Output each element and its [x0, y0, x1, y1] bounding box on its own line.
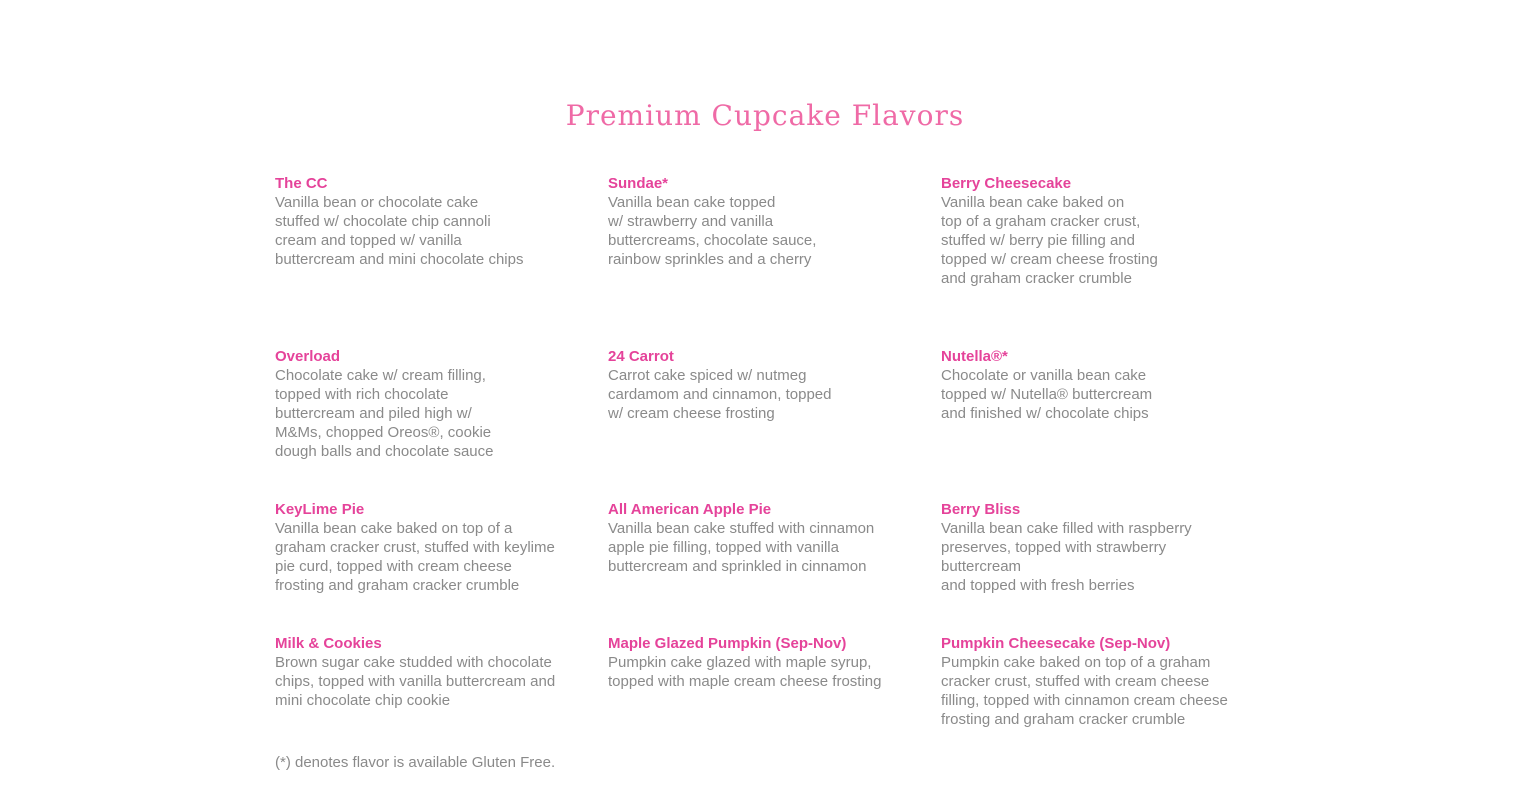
flavor-name: Berry Bliss [941, 501, 1021, 518]
flavor-description-line: stuffed w/ berry pie filling and [941, 232, 1135, 249]
flavor-name: KeyLime Pie [275, 501, 365, 518]
flavor-description-line: Vanilla bean cake baked on top of a [275, 520, 513, 537]
flavor-description-line: Carrot cake spiced w/ nutmeg [608, 367, 807, 384]
flavor-description-line: Pumpkin cake glazed with maple syrup, [608, 654, 872, 671]
flavor-description-line: stuffed w/ chocolate chip cannoli [275, 213, 491, 230]
flavor-description-line: Chocolate cake w/ cream filling, [275, 367, 486, 384]
flavor-description-line: and topped with fresh berries [941, 577, 1135, 594]
flavor-description-line: dough balls and chocolate sauce [275, 443, 494, 460]
flavor-description-line: pie curd, topped with cream cheese [275, 558, 512, 575]
flavor-description-line: cardamom and cinnamon, topped [608, 386, 832, 403]
flavor-name: Overload [275, 348, 341, 365]
flavor-description-line: Pumpkin cake baked on top of a graham [941, 654, 1211, 671]
gluten-free-footnote: (*) denotes flavor is available Gluten Free. [275, 754, 556, 771]
flavor-description-line: top of a graham cracker crust, [941, 213, 1141, 230]
flavor-name: Sundae* [608, 175, 669, 192]
flavor-name: Berry Cheesecake [941, 175, 1072, 192]
flavor-maple-glazed-pumpkin [608, 634, 928, 691]
flavor-description-line: frosting and graham cracker crumble [275, 577, 520, 594]
flavor-description-line: frosting and graham cracker crumble [941, 711, 1186, 728]
flavor-description-line: topped w/ Nutella® buttercream [941, 386, 1153, 403]
flavor-name: All American Apple Pie [608, 501, 772, 518]
flavor-description-line: w/ strawberry and vanilla [608, 213, 774, 230]
flavor-milk-and-cookies [275, 634, 595, 710]
flavor-description-line: chips, topped with vanilla buttercream and [275, 673, 556, 690]
flavor-berry-bliss [941, 500, 1261, 595]
flavor-description-line: Vanilla bean or chocolate cake [275, 194, 479, 211]
flavor-description-line: topped w/ cream cheese frosting [941, 251, 1158, 268]
flavor-description-line: and finished w/ chocolate chips [941, 405, 1149, 422]
flavor-description-line: preserves, topped with strawberry [941, 539, 1167, 556]
flavor-description-line: Chocolate or vanilla bean cake [941, 367, 1147, 384]
flavor-24-carrot [608, 347, 928, 423]
page-title: Premium Cupcake Flavors [565, 99, 965, 132]
flavor-name: Nutella®* [941, 348, 1008, 365]
flavor-description-line: rainbow sprinkles and a cherry [608, 251, 812, 268]
flavor-name: 24 Carrot [608, 348, 674, 365]
flavor-description-line: w/ cream cheese frosting [608, 405, 775, 422]
flavor-sundae [608, 174, 928, 269]
flavor-berry-cheesecake [941, 174, 1261, 288]
flavor-description-line: buttercream and mini chocolate chips [275, 251, 524, 268]
flavor-description-line: Brown sugar cake studded with chocolate [275, 654, 552, 671]
flavor-the-cc [275, 174, 595, 269]
flavor-description-line: Vanilla bean cake filled with raspberry [941, 520, 1192, 537]
flavor-overload [275, 347, 595, 461]
flavor-description-line: graham cracker crust, stuffed with keylime [275, 539, 555, 556]
flavor-description-line: Vanilla bean cake topped [608, 194, 776, 211]
flavor-description-line: filling, topped with cinnamon cream cheese [941, 692, 1228, 709]
flavor-description-line: topped with maple cream cheese frosting [608, 673, 882, 690]
flavor-nutella [941, 347, 1261, 423]
flavor-description-line: buttercream and piled high w/ [275, 405, 472, 422]
flavor-description-line: apple pie filling, topped with vanilla [608, 539, 839, 556]
flavor-description-line: and graham cracker crumble [941, 270, 1132, 287]
flavor-description-line: buttercream [941, 558, 1022, 575]
flavor-name: Pumpkin Cheesecake (Sep-Nov) [941, 635, 1171, 652]
flavor-keylime-pie [275, 500, 595, 595]
flavor-description-line: buttercream and sprinkled in cinnamon [608, 558, 867, 575]
flavor-description-line: topped with rich chocolate [275, 386, 449, 403]
flavor-description-line: M&Ms, chopped Oreos®, cookie [275, 424, 492, 441]
flavor-all-american-apple-pie [608, 500, 928, 576]
flavor-description-line: Vanilla bean cake baked on [941, 194, 1125, 211]
flavor-name: Maple Glazed Pumpkin (Sep-Nov) [608, 635, 847, 652]
flavor-description-line: cream and topped w/ vanilla [275, 232, 462, 249]
flavor-description-line: mini chocolate chip cookie [275, 692, 451, 709]
flavor-description-line: buttercreams, chocolate sauce, [608, 232, 817, 249]
flavor-description-line: cracker crust, stuffed with cream cheese [941, 673, 1210, 690]
flavor-pumpkin-cheesecake [941, 634, 1261, 729]
flavor-name: Milk & Cookies [275, 635, 382, 652]
flavor-description-line: Vanilla bean cake stuffed with cinnamon [608, 520, 875, 537]
flavor-name: The CC [275, 175, 328, 192]
